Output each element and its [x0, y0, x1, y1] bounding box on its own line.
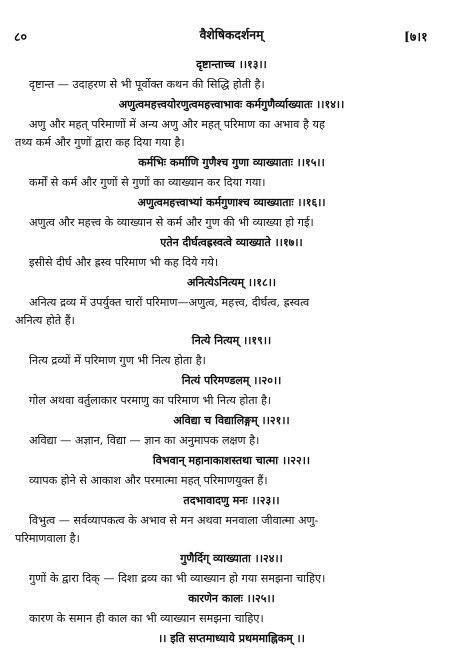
sutra-16: अणुत्वमहत्त्वाभ्यां कर्मगुणाश्च व्याख्याताः ।।१६।।: [137, 196, 326, 209]
page-title: वैशेषिकदर्शनम्: [199, 27, 264, 42]
sutra-19: नित्ये नित्यम् ।।१९।।: [191, 334, 272, 347]
commentary-17: इसीसे दीर्घ और ह्रस्व परिमाण भी कह दिये गये।: [29, 256, 219, 269]
commentary-15: कर्मों से कर्म और गुणों से गुणों का व्याख्यान कर दिया गया।: [29, 176, 266, 189]
commentary-14-line-1: अणु और महत् परिमाणों में अन्य अणु और महत् परिमाण का अभाव है यह: [29, 118, 325, 131]
commentary-13: दृष्टान्त — उदाहरण से भी पूर्वोक्त कथन की सिद्धि होती है।: [29, 78, 265, 91]
sutra-17: एतेन दीर्घत्वह्रस्वत्वे व्याख्याते ।।१७।।: [160, 236, 303, 249]
sutra-14: अणुत्वमहत्त्वयोरणुत्वमहत्त्वाभावः कर्मगुणैर्व्याख्यातः ।।१४।।: [118, 98, 345, 111]
commentary-23-line-1: विभुत्व — सर्वव्यापकत्व के अभाव से मन अथवा मनवाला जीवात्मा अणु-: [29, 514, 319, 527]
commentary-25: कारण के समान ही काल का भी व्याख्यान समझना चाहिए।: [29, 612, 264, 625]
sutra-23: तदभावादणु मनः ।।२३।।: [183, 494, 280, 507]
folio-mark: [७।१: [404, 29, 428, 44]
sutra-18: अनित्येऽनित्यम् ।।१८।।: [186, 276, 277, 289]
commentary-23-line-2: परिमाणवाला है।: [15, 532, 80, 545]
commentary-19: नित्य द्रव्यों में परिमाण गुण भी नित्य होता है।: [29, 354, 206, 367]
commentary-16: अणुत्व और महत्त्व के व्याख्यान से कर्म और गुण की भी व्याख्या हो गई।: [29, 216, 314, 229]
commentary-22: व्यापक होने से आकाश और परमात्मा महत् परिमाणयुक्त हैं।: [29, 474, 268, 487]
sutra-22: विभवान् महानाकाशस्तथा चात्मा ।।२२।।: [152, 454, 311, 467]
sutra-24: गुणैर्दिग् व्याख्याता ।।२४।।: [180, 552, 283, 565]
commentary-24: गुणों के द्वारा दिक् — दिशा द्रव्य का भी व्याख्यान हो गया समझना चाहिए।: [29, 572, 326, 585]
sutra-21: अविद्या च विद्यालिङ्गम् ।।२१।।: [173, 414, 290, 427]
commentary-20: गोल अथवा वर्तुलाकार परमाणु का परिमाण भी नित्य होता है।: [29, 394, 272, 407]
chapter-colophon: ।। इति सप्तमाध्याये प्रथममाह्निकम् ।।: [158, 632, 305, 645]
commentary-14-line-2: तथ्य कर्म और गुणों द्वारा कह दिया गया है।: [15, 136, 185, 149]
commentary-18-line-1: अनित्य द्रव्य में उपर्युक्त चारों परिमाण—अणुत्व, महत्त्व, दीर्घत्व, ह्रस्वत्व: [29, 296, 310, 309]
sutra-25: कारणेन कालः ।।२५।।: [188, 592, 275, 605]
sutra-13: दृष्टान्ताच्च ।।१३।।: [196, 58, 267, 71]
commentary-18-line-2: अनित्य होते हैं।: [15, 314, 75, 327]
sutra-20: नित्यं परिमण्डलम् ।।२०।।: [181, 374, 282, 387]
sutra-15: कर्मभिः कर्माणि गुणैश्च गुणा व्याख्याताः ।।१५।।: [138, 156, 325, 169]
commentary-21: अविद्या — अज्ञान, विद्या — ज्ञान का अनुमापक लक्षण है।: [29, 434, 260, 447]
page-number: ८०: [14, 29, 28, 44]
